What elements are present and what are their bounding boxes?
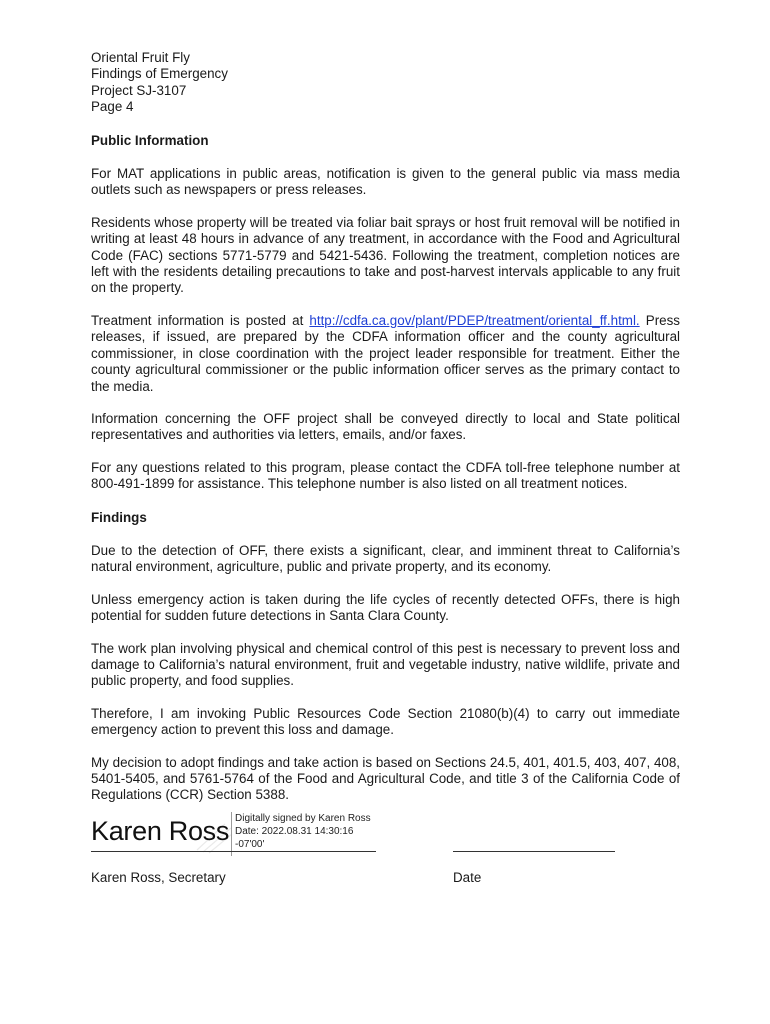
- header-title: Oriental Fruit Fly: [91, 50, 190, 65]
- public-information-paragraph-5: For any questions related to this program, please contact the CDFA toll-free telephone number at 800-491-1899 for assistance. This telephone number is also listed on all treatment notices.: [91, 459, 680, 492]
- public-information-paragraph-4: Information concerning the OFF project shall be conveyed directly to local and State political representatives and authorities via letters, emails, and/or faxes.: [91, 410, 680, 443]
- digital-signature-name: Karen Ross: [91, 816, 230, 846]
- digital-signature-signed-by: Digitally signed by Karen Ross: [235, 813, 371, 824]
- findings-paragraph-3: The work plan involving physical and chemical control of this pest is necessary to prevent loss and damage to California’s natural environment, fruit and vegetable industry, native wildlife, private and public property, and food supplies.: [91, 640, 680, 689]
- date-caption: Date: [453, 870, 482, 885]
- treatment-info-rest: Press releases, if issued, are prepared by the CDFA information officer and the county agricultural commissioner, in close coordination with the project leader responsible for treatment. Either the county agricultural commissioner or the public information officer serves as the primary contact to the media.: [91, 312, 680, 394]
- findings-paragraph-5: My decision to adopt findings and take action is based on Sections 24.5, 401, 401.5, 403, 407, 408, 5401-5405, and 5761-5764 of the Food and Agricultural Code, and title 3 of the California Code of Regulations (CCR) Section 5388.: [91, 754, 680, 803]
- public-information-paragraph-1: For MAT applications in public areas, notification is given to the general public via mass media outlets such as newspapers or press releases.: [91, 166, 680, 198]
- findings-paragraph-2: Unless emergency action is taken during the life cycles of recently detected OFFs, there is high potential for sudden future detections in Santa Clara County.: [91, 591, 680, 624]
- header-project: Project SJ-3107: [91, 82, 187, 98]
- digital-signature-timezone: -07'00': [235, 839, 265, 850]
- date-line: [453, 851, 615, 852]
- treatment-info-prefix: Treatment information is posted at: [91, 312, 310, 328]
- signature-divider: [231, 812, 232, 856]
- signature-line: [91, 851, 376, 852]
- findings-heading: Findings: [91, 509, 147, 525]
- public-information-paragraph-3: [91, 313, 680, 395]
- document-header: [91, 50, 680, 116]
- digital-signature-details: [235, 812, 371, 851]
- digital-signature-date: Date: 2022.08.31 14:30:16: [235, 826, 354, 837]
- signature-block: [91, 808, 691, 898]
- document-page: [91, 50, 680, 804]
- header-subtitle: Findings of Emergency: [91, 66, 228, 82]
- header-page-number: Page 4: [91, 99, 134, 115]
- treatment-info-link[interactable]: http://cdfa.ca.gov/plant/PDEP/treatment/oriental_ff.html.: [309, 312, 640, 328]
- signer-caption: Karen Ross, Secretary: [91, 870, 226, 885]
- public-information-heading: Public Information: [91, 132, 209, 148]
- public-information-paragraph-2: Residents whose property will be treated via foliar bait sprays or host fruit removal will be notified in writing at least 48 hours in advance of any treatment, in accordance with the Food and Agricultural Code (FAC) sections 5771-5779 and 5421-5436. Following the treatment, completion notices are left with the residents detailing precautions to take and post-harvest intervals applicable to any fruit on the property.: [91, 214, 680, 296]
- findings-paragraph-1: Due to the detection of OFF, there exists a significant, clear, and imminent threat to California’s natural environment, agriculture, public and private property, and its economy.: [91, 542, 680, 575]
- findings-paragraph-4: Therefore, I am invoking Public Resources Code Section 21080(b)(4) to carry out immediate emergency action to prevent this loss and damage.: [91, 705, 680, 738]
